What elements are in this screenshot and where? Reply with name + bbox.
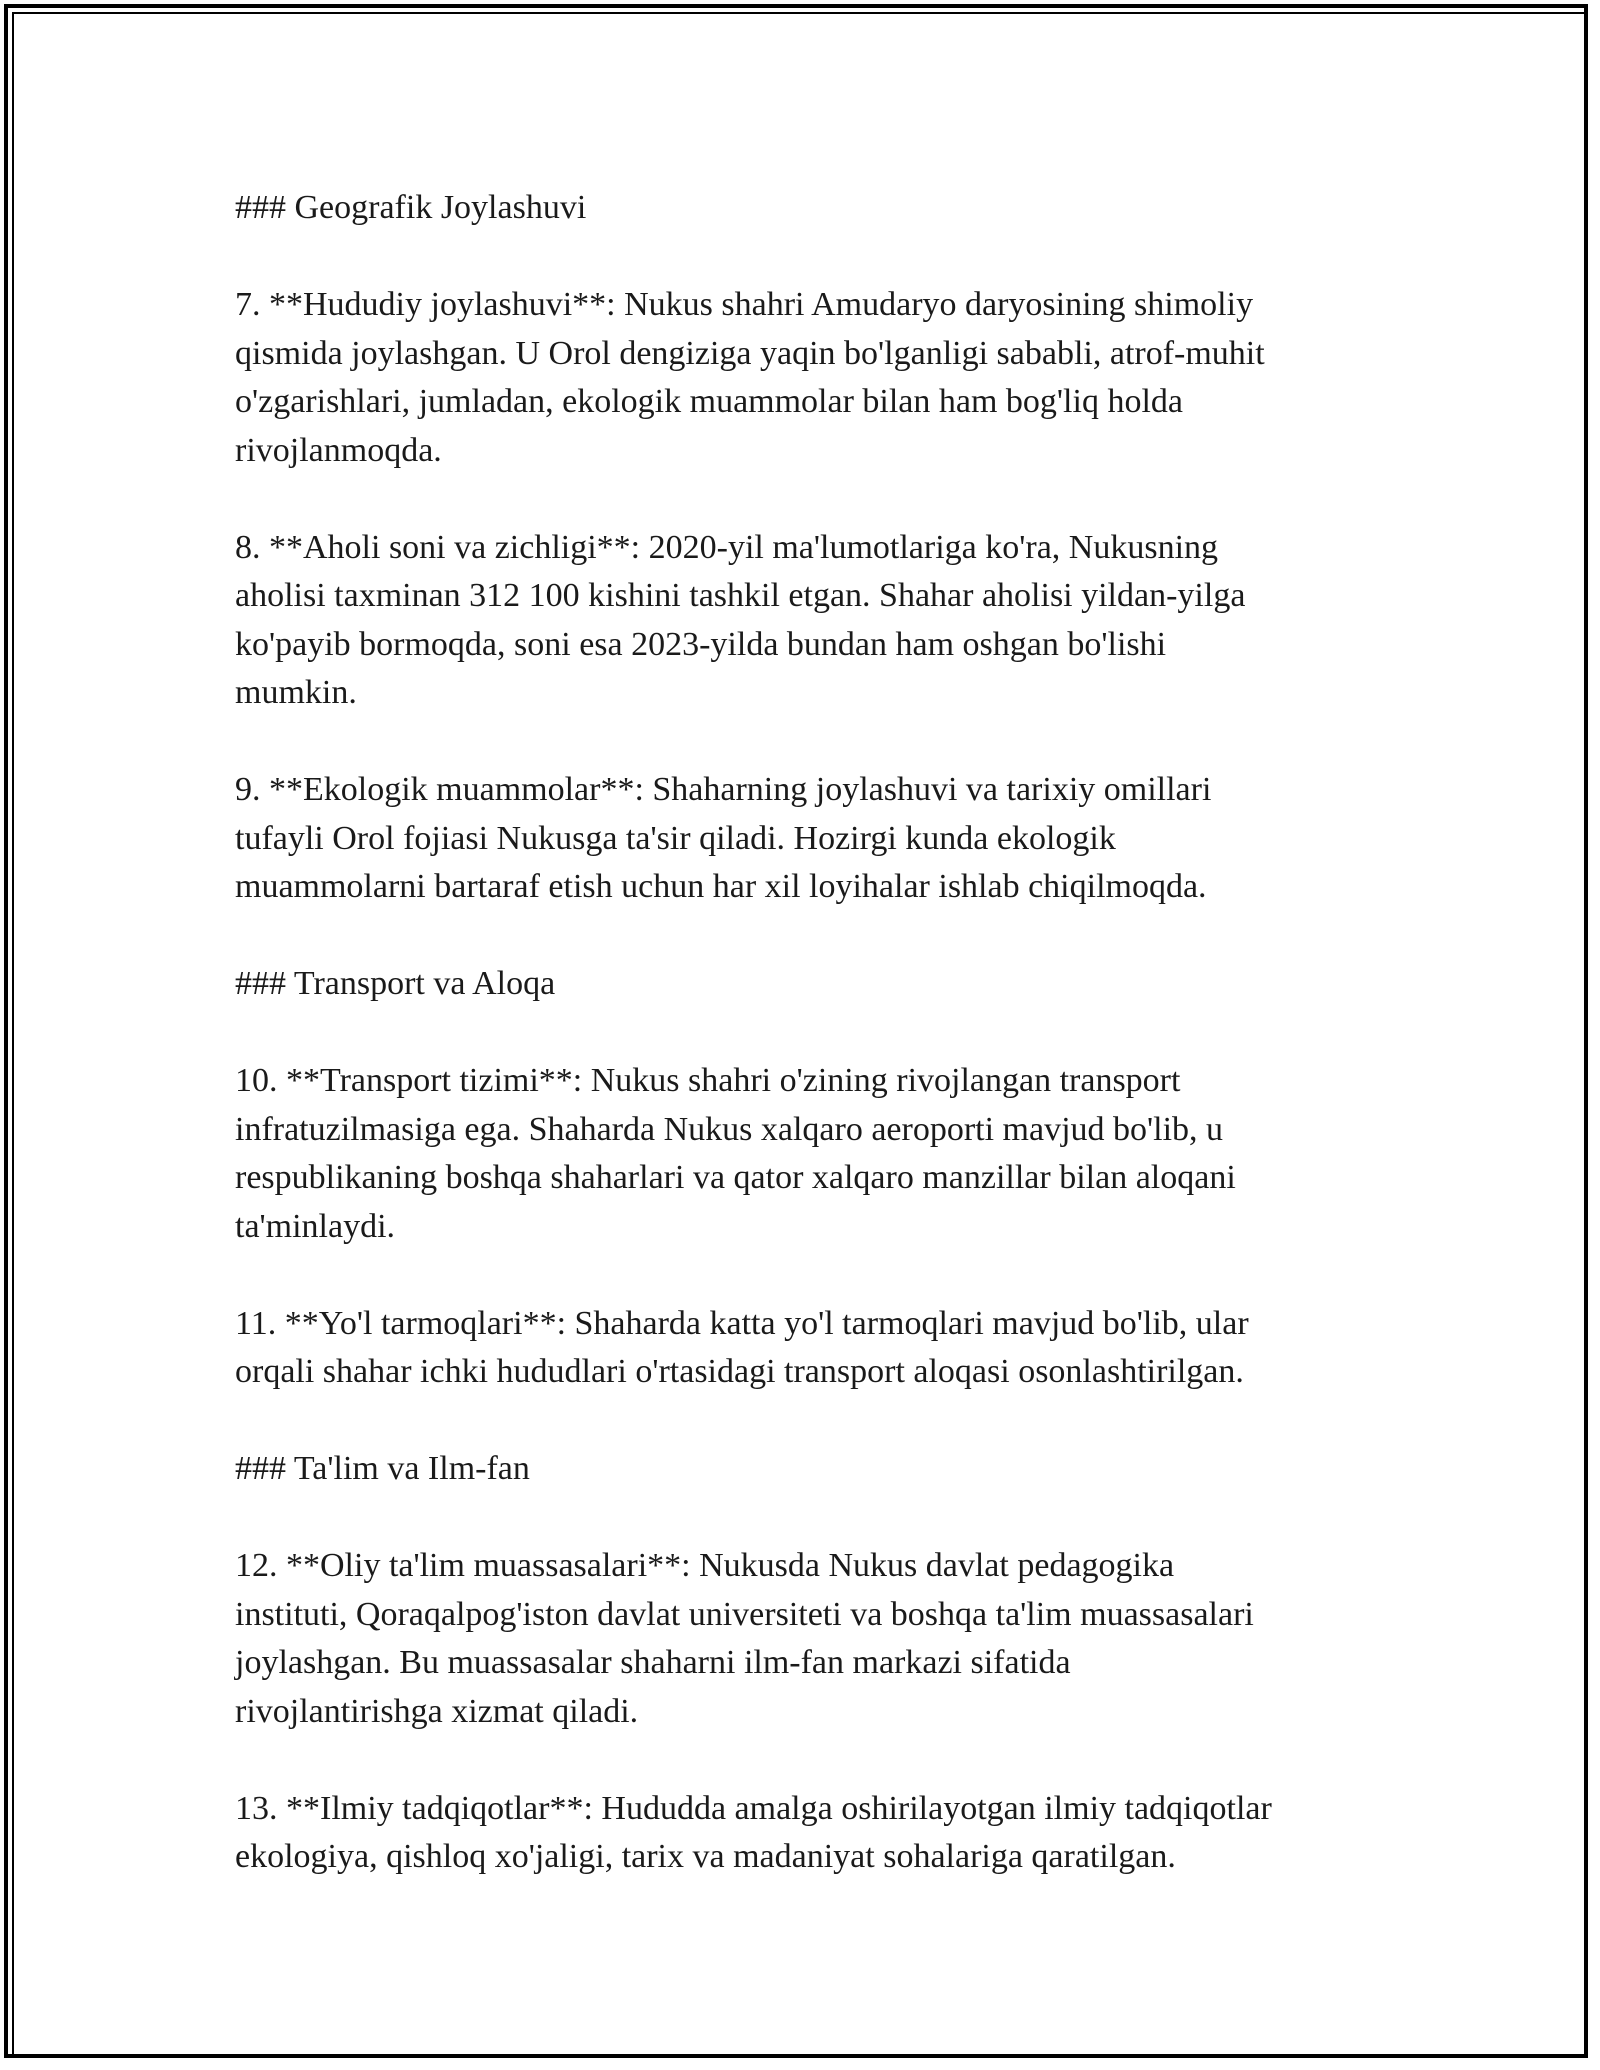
text-line: mumkin. [235,674,357,711]
text-line: rivojlanmoqda. [235,431,442,469]
text-line: aholisi taxminan 312 100 kishini tashkil etgan. Shahar aholisi yildan-yilga [235,577,1246,614]
text-line: respublikaning boshqa shaharlari va qator xalqaro manzillar bilan aloqani [235,1159,1236,1196]
text-line: o'zgarishlari, jumladan, ekologik muammolar bilan ham bog'liq holda [235,383,1183,420]
text-line: 12. **Oliy ta'lim muassasalari**: Nukusda Nukus davlat pedagogika [235,1547,1175,1584]
section-heading [235,1445,1375,1494]
text-line: ### Transport va Aloqa [235,965,556,1002]
text-line: ### Ta'lim va Ilm-fan [235,1450,530,1487]
list-item-paragraph [235,1785,1375,1882]
text-line: 13. **Ilmiy tadqiqotlar**: Hududda amalga oshirilayotgan ilmiy tadqiqotlar [235,1789,1272,1827]
text-line: 8. **Aholi soni va zichligi**: 2020-yil ma'lumotlariga ko'ra, Nukusning [235,528,1219,566]
text-line: instituti, Qoraqalpog'iston davlat universiteti va boshqa ta'lim muassasalari [235,1595,1254,1633]
text-line: tufayli Orol fojiasi Nukusga ta'sir qiladi. Hozirgi kunda ekologik [235,819,1116,857]
text-line: 9. **Ekologik muammolar**: Shaharning joylashuvi va tarixiy omillari [235,771,1212,808]
text-line: ### Geografik Joylashuvi [235,189,587,226]
list-item-paragraph [235,524,1375,718]
text-line: joylashgan. Bu muassasalar shaharni ilm-fan markazi sifatida [235,1644,1071,1681]
text-line: orqali shahar ichki hududlari o'rtasidagi transport aloqasi osonlashtirilgan. [235,1353,1244,1390]
list-item-paragraph [235,281,1375,475]
text-line: 11. **Yo'l tarmoqlari**: Shaharda katta yo'l tarmoqlari mavjud bo'lib, ular [235,1304,1249,1342]
section-heading [235,184,1375,233]
text-line: muammolarni bartaraf etish uchun har xil loyihalar ishlab chiqilmoqda. [235,868,1207,905]
list-item-paragraph [235,1542,1375,1736]
text-line: rivojlantirishga xizmat qiladi. [235,1692,639,1730]
text-line: 7. **Hududiy joylashuvi**: Nukus shahri Amudaryo daryosining shimoliy [235,286,1254,323]
text-line: ko'payib bormoqda, soni esa 2023-yilda bundan ham oshgan bo'lishi [235,625,1167,663]
text-line: qismida joylashgan. U Orol dengiziga yaqin bo'lganligi sababli, atrof-muhit [235,334,1265,372]
list-item-paragraph [235,766,1375,912]
list-item-paragraph [235,1057,1375,1251]
text-line: ta'minlaydi. [235,1207,396,1245]
text-line: 10. **Transport tizimi**: Nukus shahri o'zining rivojlangan transport [235,1062,1181,1099]
list-item-paragraph [235,1300,1375,1397]
text-line: infratuzilmasiga ega. Shaharda Nukus xalqaro aeroporti mavjud bo'lib, u [235,1110,1224,1148]
text-line: ekologiya, qishloq xo'jaligi, tarix va madaniyat sohalariga qaratilgan. [235,1838,1176,1875]
section-heading [235,960,1375,1009]
document-body [235,184,1375,1930]
